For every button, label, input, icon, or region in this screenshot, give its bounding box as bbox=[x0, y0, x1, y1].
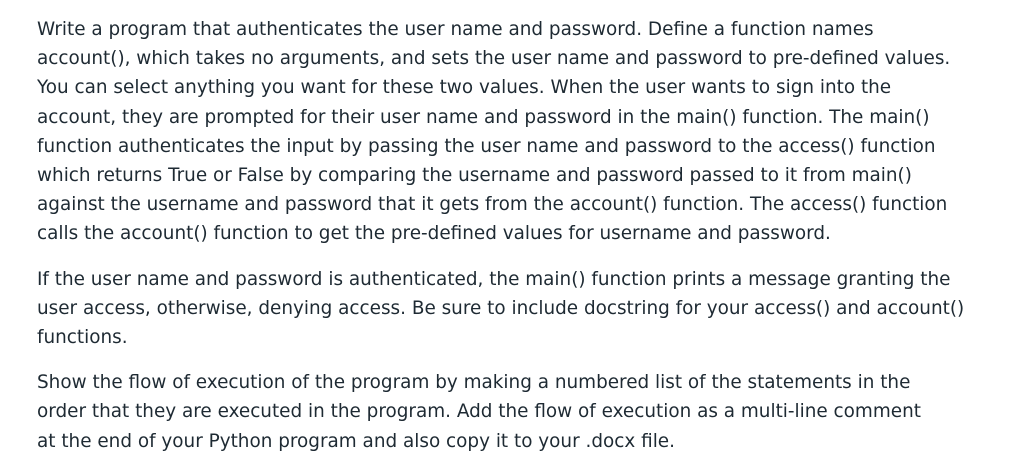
text-line: account, they are prompted for their user name and password in the main() function. The main() bbox=[37, 106, 930, 128]
text-line: against the username and password that it gets from the account() function. The access() function bbox=[37, 194, 948, 216]
text-line: If the user name and password is authenticated, the main() function prints a message granting the bbox=[37, 268, 951, 290]
text-line: Show the flow of execution of the program by making a numbered list of the statements in the bbox=[37, 372, 911, 394]
text-line: at the end of your Python program and also copy it to your .docx file. bbox=[37, 430, 675, 452]
text-line: function authenticates the input by passing the user name and password to the access() function bbox=[37, 135, 936, 157]
text-line: account(), which takes no arguments, and sets the user name and password to pre-defined values. bbox=[37, 48, 951, 70]
text-line: which returns True or False by comparing the username and password passed to it from main() bbox=[37, 165, 912, 187]
assignment-text bbox=[37, 15, 1012, 456]
text-line: Write a program that authenticates the user name and password. Define a function names bbox=[37, 19, 874, 40]
text-line: You can select anything you want for these two values. When the user wants to sign into the bbox=[37, 77, 892, 99]
text-line: user access, otherwise, denying access. Be sure to include docstring for your access() and account() bbox=[37, 297, 965, 319]
text-line: functions. bbox=[37, 327, 128, 349]
text-line: order that they are executed in the program. Add the flow of execution as a multi-line comment bbox=[37, 401, 921, 423]
text-line: calls the account() function to get the pre-defined values for username and password. bbox=[37, 223, 831, 245]
paragraph-2 bbox=[37, 265, 1012, 353]
paragraph-1 bbox=[37, 15, 1012, 249]
paragraph-3 bbox=[37, 368, 1012, 456]
